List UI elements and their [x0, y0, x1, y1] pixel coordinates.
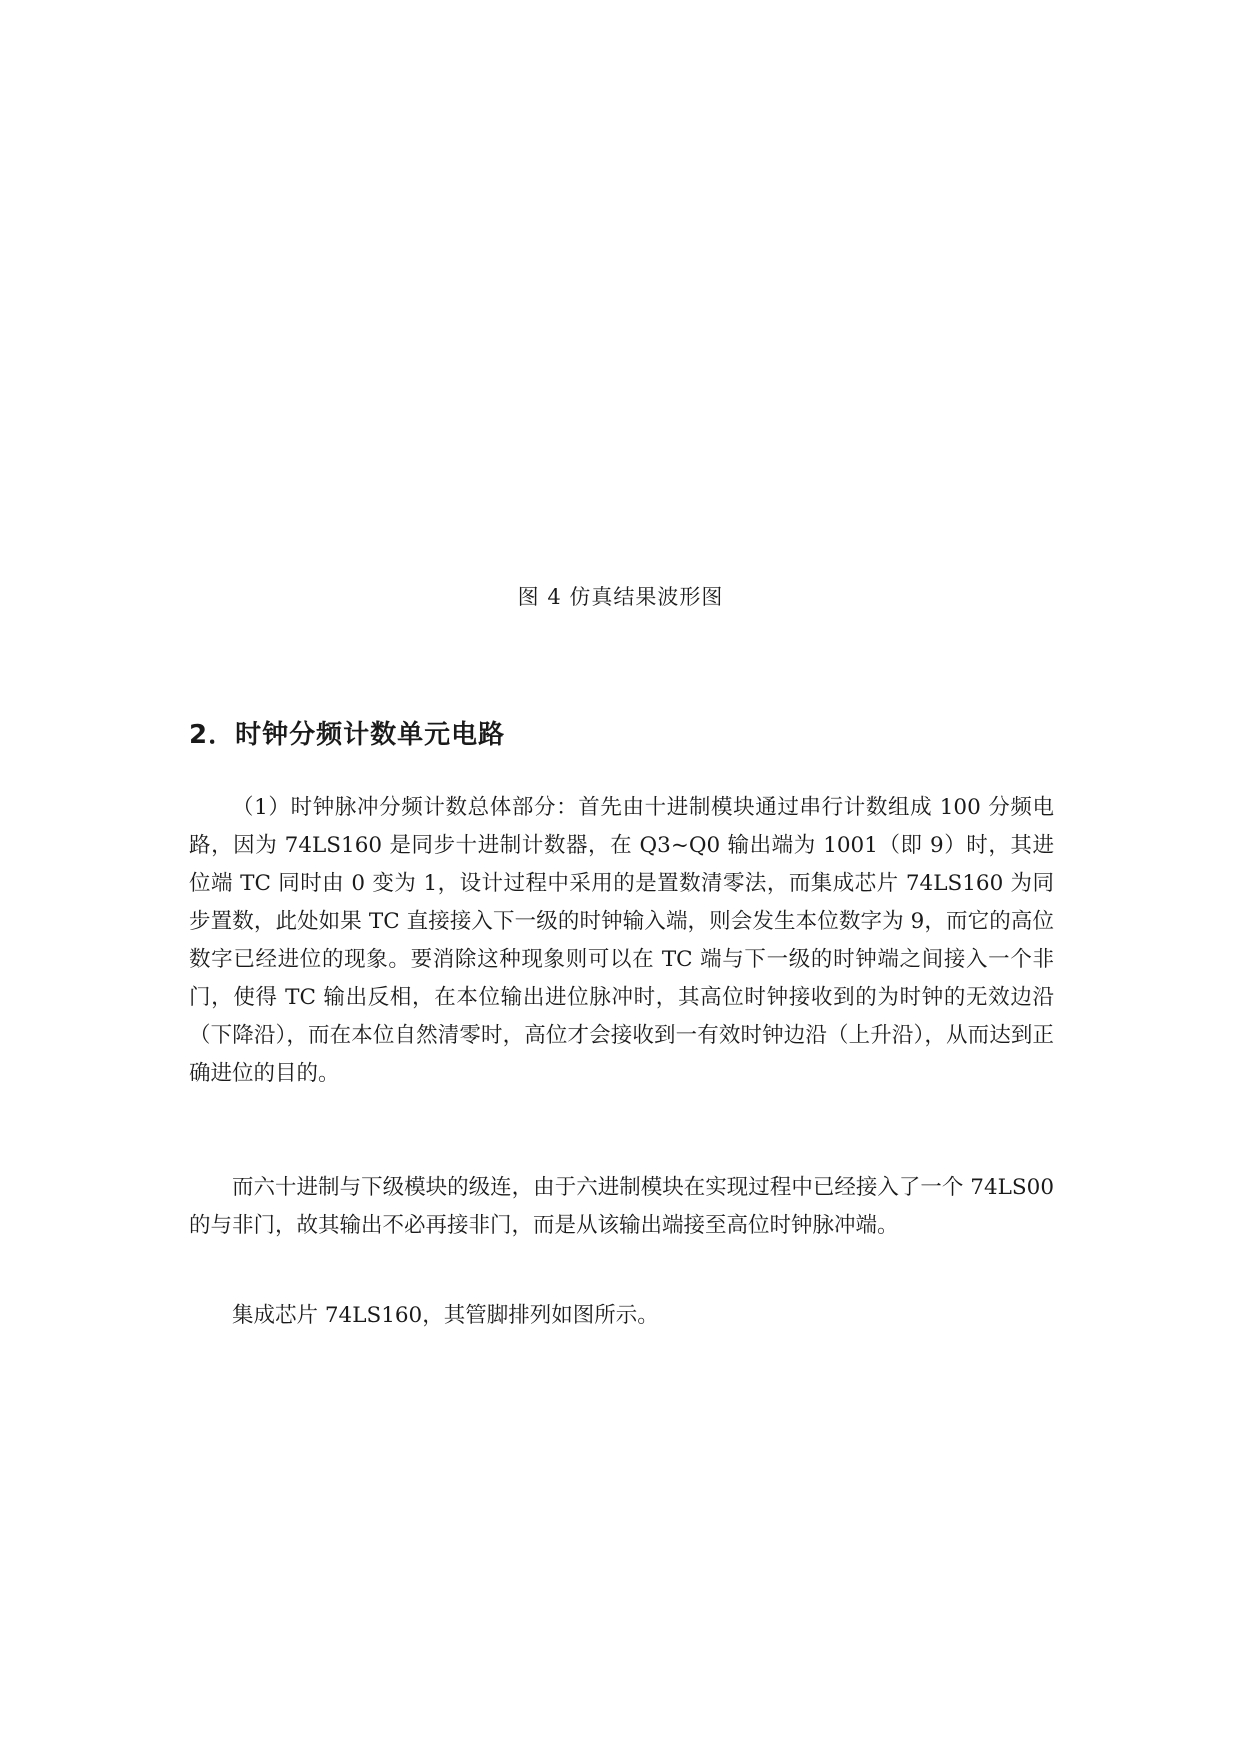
section-heading: 2．时钟分频计数单元电路	[189, 720, 506, 750]
body-paragraph: （1）时钟脉冲分频计数总体部分：首先由十进制模块通过串行计数组成 100 分频电路，因为 74LS160 是同步十进制计数器，在 Q3~Q0 输出端为 1001（即 9）时，其进位端 TC 同时由 0 变为 1，设计过程中采用的是置数清零法，而集成芯片 74LS160 为同步置数，此处如果 TC 直接接入下一级的时钟输入端，则会发生本位数字为 9，而它的高位数字已经进位的现象。要消除这种现象则可以在 TC 端与下一级的时钟端之间接入一个非门，使得 TC 输出反相，在本位输出进位脉冲时，其高位时钟接收到的为时钟的无效边沿（下降沿），而在本位自然清零时，高位才会接收到一有效时钟边沿（上升沿），从而达到正确进位的目的。	[189, 795, 1054, 1086]
figure-caption: 图 4 仿真结果波形图	[517, 585, 724, 609]
body-paragraph: 而六十进制与下级模块的级连，由于六进制模块在实现过程中已经接入了一个 74LS00 的与非门，故其输出不必再接非门，而是从该输出端接至高位时钟脉冲端。	[189, 1175, 1054, 1238]
body-paragraph: 集成芯片 74LS160，其管脚排列如图所示。	[232, 1303, 659, 1328]
